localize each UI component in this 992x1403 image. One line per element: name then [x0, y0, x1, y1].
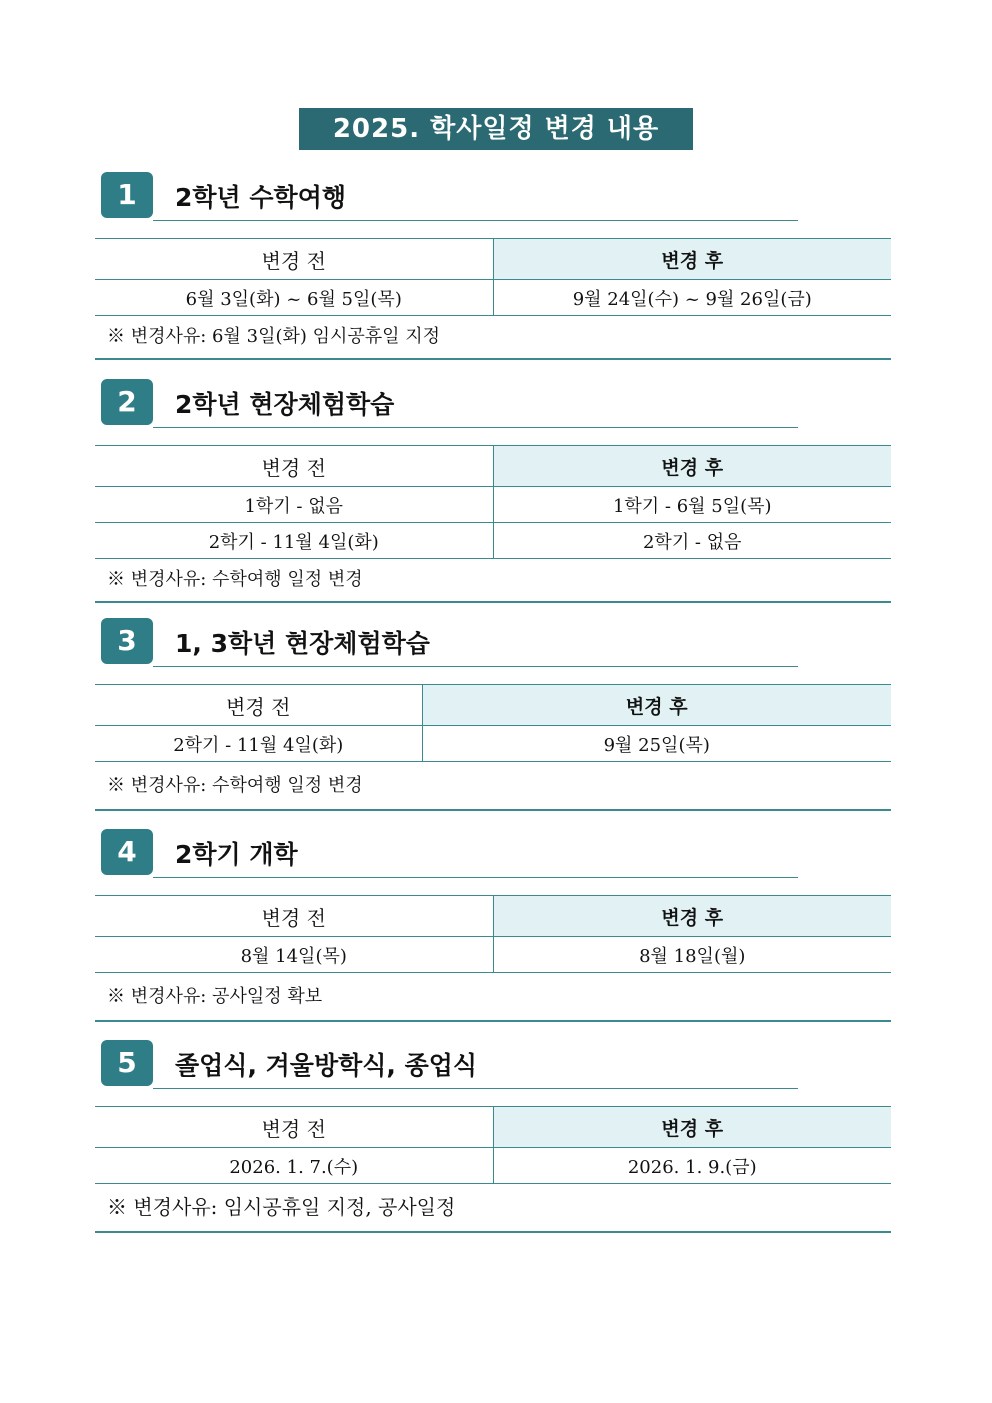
cell-after: 2학기 - 없음: [493, 523, 891, 559]
table-row: [95, 726, 891, 762]
section-header: [95, 829, 891, 879]
header-before: 변경 전: [95, 896, 493, 937]
cell-before: 1학기 - 없음: [95, 487, 493, 523]
section-underline: [153, 666, 798, 667]
change-table: [95, 895, 891, 973]
page-title: 2025. 학사일정 변경 내용: [299, 108, 693, 150]
change-table: [95, 684, 891, 762]
header-after: 변경 후: [493, 239, 891, 280]
section-underline: [153, 877, 798, 878]
cell-after: 9월 25일(목): [422, 726, 891, 762]
cell-before: 2학기 - 11월 4일(화): [95, 523, 493, 559]
header-before: 변경 전: [95, 685, 422, 726]
section-header: [95, 618, 891, 668]
section-underline: [153, 1088, 798, 1089]
section-number-badge: 5: [101, 1040, 153, 1086]
section-header: [95, 172, 891, 222]
section-header: [95, 379, 891, 429]
table-row: [95, 1148, 891, 1184]
section-number-badge: 4: [101, 829, 153, 875]
header-after: 변경 후: [493, 446, 891, 487]
table-row: [95, 523, 891, 559]
section-number-badge: 2: [101, 379, 153, 425]
cell-after: 9월 24일(수) ~ 9월 26일(금): [493, 280, 891, 316]
cell-before: 2학기 - 11월 4일(화): [95, 726, 422, 762]
header-after: 변경 후: [422, 685, 891, 726]
section-title: 2학년 수학여행: [175, 183, 346, 212]
change-table: [95, 445, 891, 559]
change-reason: ※ 변경사유: 공사일정 확보: [95, 973, 891, 1022]
table-row: [95, 487, 891, 523]
section-underline: [153, 427, 798, 428]
section-underline: [153, 220, 798, 221]
section-number-badge: 1: [101, 172, 153, 218]
section-number-badge: 3: [101, 618, 153, 664]
section-2: [95, 379, 891, 603]
section-title: 2학년 현장체험학습: [175, 390, 395, 419]
header-after: 변경 후: [493, 896, 891, 937]
header-before: 변경 전: [95, 239, 493, 280]
header-after: 변경 후: [493, 1107, 891, 1148]
section-5: [95, 1040, 891, 1233]
header-before: 변경 전: [95, 446, 493, 487]
change-reason: ※ 변경사유: 수학여행 일정 변경: [95, 559, 891, 603]
cell-after: 8월 18일(월): [493, 937, 891, 973]
section-title: 졸업식, 겨울방학식, 종업식: [175, 1051, 478, 1080]
section-1: [95, 172, 891, 360]
cell-before: 8월 14일(목): [95, 937, 493, 973]
change-reason: ※ 변경사유: 수학여행 일정 변경: [95, 762, 891, 811]
header-before: 변경 전: [95, 1107, 493, 1148]
section-3: [95, 618, 891, 811]
change-table: [95, 238, 891, 316]
table-header-row: [95, 1107, 891, 1148]
change-reason: ※ 변경사유: 임시공휴일 지정, 공사일정: [95, 1184, 891, 1233]
table-header-row: [95, 685, 891, 726]
cell-after: 2026. 1. 9.(금): [493, 1148, 891, 1184]
change-reason: ※ 변경사유: 6월 3일(화) 임시공휴일 지정: [95, 316, 891, 360]
table-header-row: [95, 896, 891, 937]
table-header-row: [95, 239, 891, 280]
change-table: [95, 1106, 891, 1184]
cell-before: 2026. 1. 7.(수): [95, 1148, 493, 1184]
section-title: 1, 3학년 현장체험학습: [175, 629, 430, 658]
cell-after: 1학기 - 6월 5일(목): [493, 487, 891, 523]
table-header-row: [95, 446, 891, 487]
table-row: [95, 937, 891, 973]
section-4: [95, 829, 891, 1022]
section-header: [95, 1040, 891, 1090]
cell-before: 6월 3일(화) ~ 6월 5일(목): [95, 280, 493, 316]
table-row: [95, 280, 891, 316]
section-title: 2학기 개학: [175, 840, 298, 869]
